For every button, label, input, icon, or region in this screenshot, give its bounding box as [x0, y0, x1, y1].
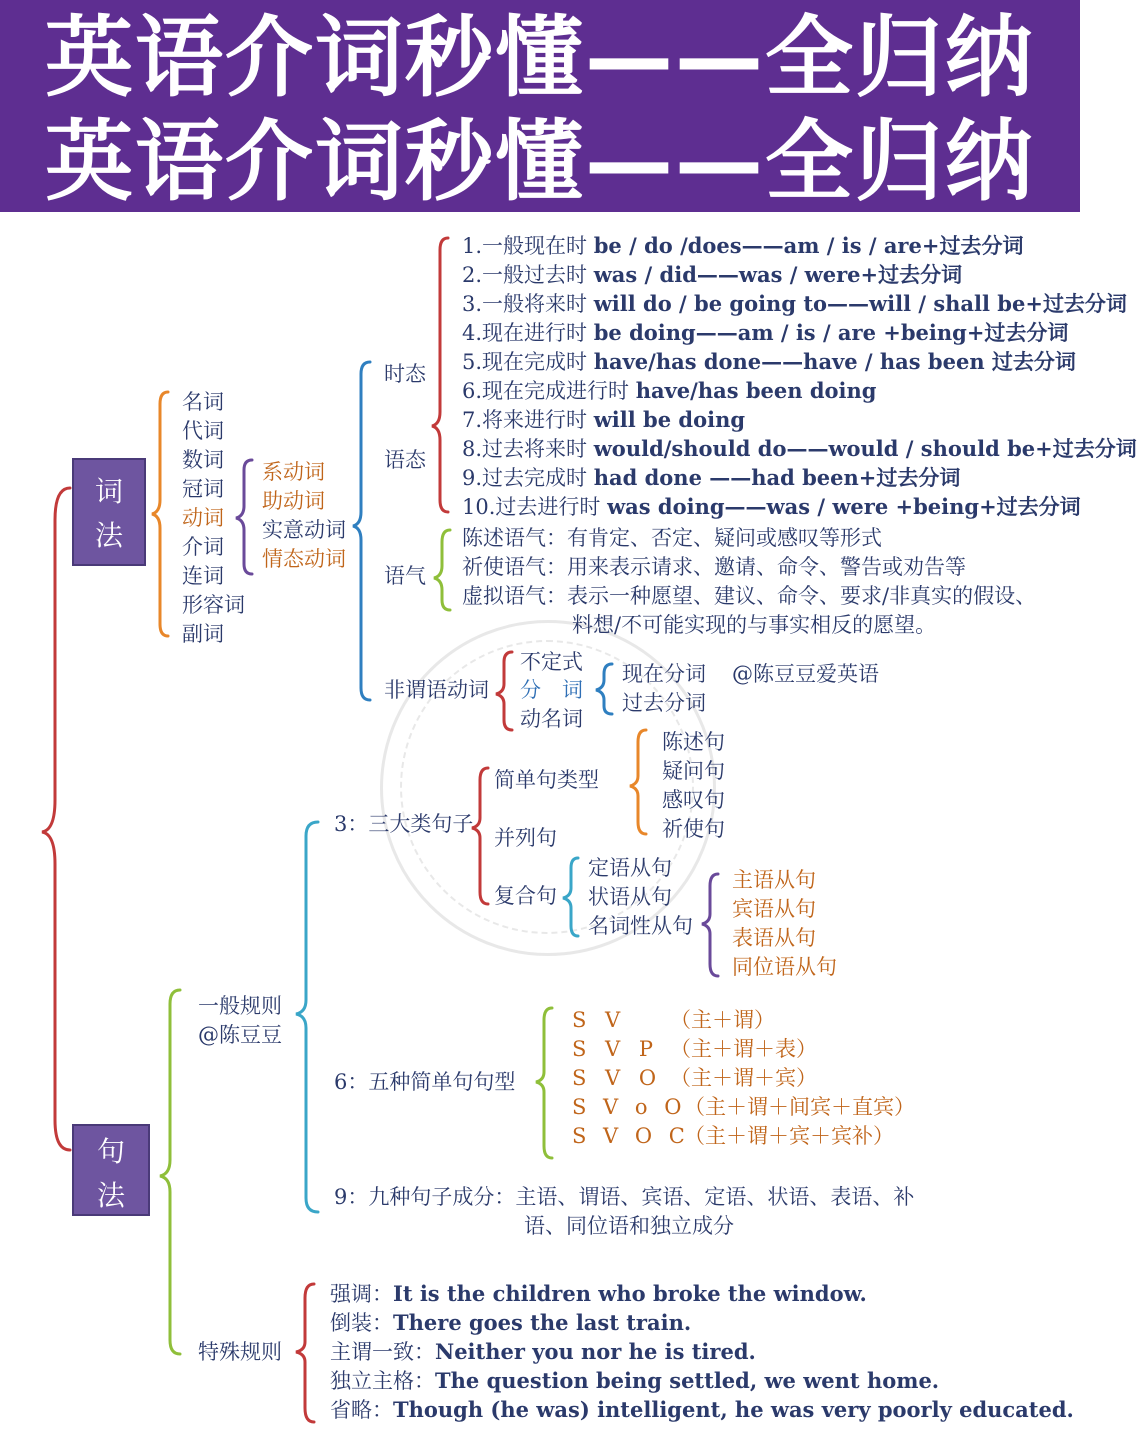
participle-brace: [596, 664, 612, 714]
tense-form: will do / be going to——will / shall be+过去分词: [593, 291, 1127, 316]
complex-label: 复合句: [494, 884, 557, 908]
special-example: Neither you nor he is tired.: [435, 1339, 756, 1364]
special-row: [330, 1309, 691, 1337]
pattern-code: S V o O: [572, 1095, 687, 1119]
cifa-label-2: 法: [94, 519, 123, 552]
simple-type-item: 陈述句: [662, 730, 725, 754]
participle-item: 过去分词: [622, 691, 706, 715]
clause-item: 定语从句: [588, 856, 672, 880]
special-label: 强调：: [330, 1282, 393, 1306]
pos-item: 冠词: [182, 477, 224, 501]
special-label: 省略：: [330, 1398, 393, 1422]
special-example: It is the children who broke the window.: [393, 1281, 867, 1306]
tense-row: [462, 377, 876, 405]
simple-types-label: 简单句类型: [494, 768, 599, 792]
verb-type: 助动词: [262, 489, 325, 513]
tense-form: be doing——am / is / are +being+过去分词: [593, 320, 1069, 345]
tense-name: 现在完成进行时: [482, 379, 630, 403]
pattern-desc: （主＋谓＋间宾＋直宾）: [684, 1095, 915, 1119]
tense-num: 10.: [462, 495, 496, 519]
tense-brace: [432, 238, 448, 512]
tense-row: [462, 232, 1023, 260]
special-row: [330, 1367, 939, 1395]
special-row: [330, 1280, 867, 1308]
mood-line: 虚拟语气：表示一种愿望、建议、命令、要求/非真实的假设、: [462, 584, 1037, 608]
tense-row: [462, 290, 1127, 318]
special-example: There goes the last train.: [393, 1310, 692, 1335]
tense-form: have/has done——have / has been 过去分词: [593, 349, 1076, 374]
noun-clause-item: 宾语从句: [732, 897, 816, 921]
pattern-row: [572, 1006, 775, 1034]
cifa-box: [72, 458, 146, 566]
three-types-label: 3：三大类句子: [334, 812, 474, 836]
simple-types-brace: [630, 730, 646, 834]
tense-num: 2.: [462, 263, 483, 287]
noun-clause-item: 主语从句: [732, 868, 816, 892]
category-voice: 语态: [384, 448, 426, 472]
mood-line: 陈述语气：有肯定、否定、疑问或感叹等形式: [462, 526, 882, 550]
noun-clauses-brace: [702, 874, 718, 976]
tense-form: was doing——was / were +being+过去分词: [607, 494, 1081, 519]
tense-form: had done ——had been+过去分词: [593, 465, 961, 490]
pattern-desc: （主＋谓）: [670, 1008, 775, 1032]
tense-num: 4.: [462, 321, 483, 345]
tense-row: [462, 464, 960, 492]
noun-clause-item: 同位语从句: [732, 955, 837, 979]
verb-type: 实意动词: [262, 518, 346, 542]
pattern-row: [572, 1064, 817, 1092]
pattern-desc: （主＋谓＋宾）: [670, 1066, 817, 1090]
pos-item: 副词: [182, 622, 224, 646]
nonfinite-item: 不定式: [520, 650, 583, 674]
rules-brace: [160, 990, 180, 1354]
nine-parts-line2: 语、同位语和独立成分: [524, 1214, 734, 1238]
clause-item: 状语从句: [588, 885, 672, 909]
pattern-code: S V P: [572, 1037, 660, 1061]
pos-item: 介词: [182, 535, 224, 559]
pos-item: 连词: [182, 564, 224, 588]
pattern-code: S V O C: [572, 1124, 690, 1148]
special-example: The question being settled, we went home.: [435, 1368, 940, 1393]
pattern-row: [572, 1122, 894, 1150]
tense-num: 8.: [462, 437, 483, 461]
tense-row: [462, 435, 1137, 463]
cifa-label-1: 词: [94, 475, 123, 508]
tense-name: 将来进行时: [482, 408, 588, 432]
general-rules-credit: @陈豆豆: [198, 1023, 282, 1047]
nine-parts-line1: 9：九种句子成分：主语、谓语、宾语、定语、状语、表语、补: [334, 1185, 915, 1209]
clauses-brace: [563, 858, 578, 936]
noun-clause-item: 表语从句: [732, 926, 816, 950]
simple-type-item: 感叹句: [662, 788, 725, 812]
pattern-code: S V: [572, 1008, 627, 1032]
tense-name: 过去进行时: [495, 495, 601, 519]
banner-title-line2: 英语介词秒懂——全归纳: [44, 110, 1035, 213]
nonfinite-item: 分 词: [520, 678, 583, 702]
pattern-desc: （主＋谓＋表）: [670, 1037, 817, 1061]
pos-item: 数词: [182, 448, 224, 472]
jufa-box: [72, 1124, 150, 1216]
tense-form: be / do /does——am / is / are+过去分词: [593, 233, 1024, 258]
compound-label: 并列句: [494, 826, 557, 850]
simple-type-item: 祈使句: [662, 817, 725, 841]
five-patterns-label: 6：五种简单句句型: [334, 1070, 516, 1094]
tense-name: 一般将来时: [482, 292, 588, 316]
pos-item: 代词: [182, 419, 224, 443]
jufa-label-1: 句: [96, 1135, 125, 1168]
category-nonfinite: 非谓语动词: [384, 678, 489, 702]
verb-type: 情态动词: [262, 547, 346, 571]
special-rules-label: 特殊规则: [198, 1340, 282, 1364]
special-label: 独立主格：: [330, 1369, 435, 1393]
clause-item: 名词性从句: [588, 914, 693, 938]
category-mood: 语气: [384, 564, 426, 588]
mood-line: 料想/不可能实现的与事实相反的愿望。: [572, 613, 937, 637]
tense-num: 7.: [462, 408, 483, 432]
credit-text: @陈豆豆爱英语: [732, 662, 879, 686]
root-brace: [42, 488, 70, 1150]
tense-name: 一般现在时: [482, 234, 588, 258]
tense-name: 一般过去时: [482, 263, 588, 287]
pos-item-verb: 动词: [182, 506, 224, 530]
pattern-desc: （主＋谓＋宾＋宾补）: [684, 1124, 894, 1148]
verb-brace: [236, 460, 252, 574]
banner-title-line1: 英语介词秒懂——全归纳: [44, 6, 1035, 109]
patterns-brace: [536, 1008, 552, 1158]
tense-num: 1.: [462, 234, 483, 258]
tense-num: 6.: [462, 379, 483, 403]
tense-name: 现在进行时: [482, 321, 588, 345]
participle-item: 现在分词: [622, 662, 706, 686]
special-row: [330, 1396, 1074, 1424]
tense-row: [462, 261, 962, 289]
pos-item: 名词: [182, 390, 224, 414]
special-row: [330, 1338, 756, 1366]
category-tense: 时态: [384, 362, 426, 386]
category-brace: [353, 362, 370, 700]
tense-num: 9.: [462, 466, 483, 490]
tense-form: will be doing: [593, 407, 746, 432]
mood-brace: [434, 530, 450, 610]
special-example: Though (he was) intelligent, he was very poorly educated.: [393, 1397, 1074, 1422]
special-label: 主谓一致：: [330, 1340, 435, 1364]
special-label: 倒装：: [330, 1311, 393, 1335]
pattern-row: [572, 1093, 915, 1121]
tense-num: 5.: [462, 350, 483, 374]
tense-row: [462, 406, 745, 434]
tense-form: would/should do——would / should be+过去分词: [593, 436, 1137, 461]
tense-name: 过去将来时: [482, 437, 588, 461]
tense-num: 3.: [462, 292, 483, 316]
pos-item: 形容词: [182, 593, 245, 617]
verb-type: 系动词: [262, 460, 325, 484]
pattern-code: S V O: [572, 1066, 663, 1090]
nonfinite-item: 动名词: [520, 707, 583, 731]
simple-type-item: 疑问句: [662, 759, 725, 783]
tense-row: [462, 319, 1068, 347]
tense-form: was / did——was / were+过去分词: [593, 262, 963, 287]
general-brace: [296, 822, 318, 1212]
pattern-row: [572, 1035, 817, 1063]
three-types-brace: [472, 768, 488, 904]
tense-name: 过去完成时: [482, 466, 588, 490]
general-rules-label: 一般规则: [198, 994, 282, 1018]
mood-line: 祈使语气：用来表示请求、邀请、命令、警告或劝告等: [462, 555, 966, 579]
tense-row: [462, 348, 1076, 376]
tense-row: [462, 493, 1081, 521]
specials-brace: [296, 1284, 314, 1422]
tense-name: 现在完成时: [482, 350, 588, 374]
pos-brace: [152, 392, 168, 636]
nonfinite-brace: [496, 652, 512, 730]
tense-form: have/has been doing: [635, 378, 877, 403]
jufa-label-2: 法: [96, 1179, 125, 1212]
